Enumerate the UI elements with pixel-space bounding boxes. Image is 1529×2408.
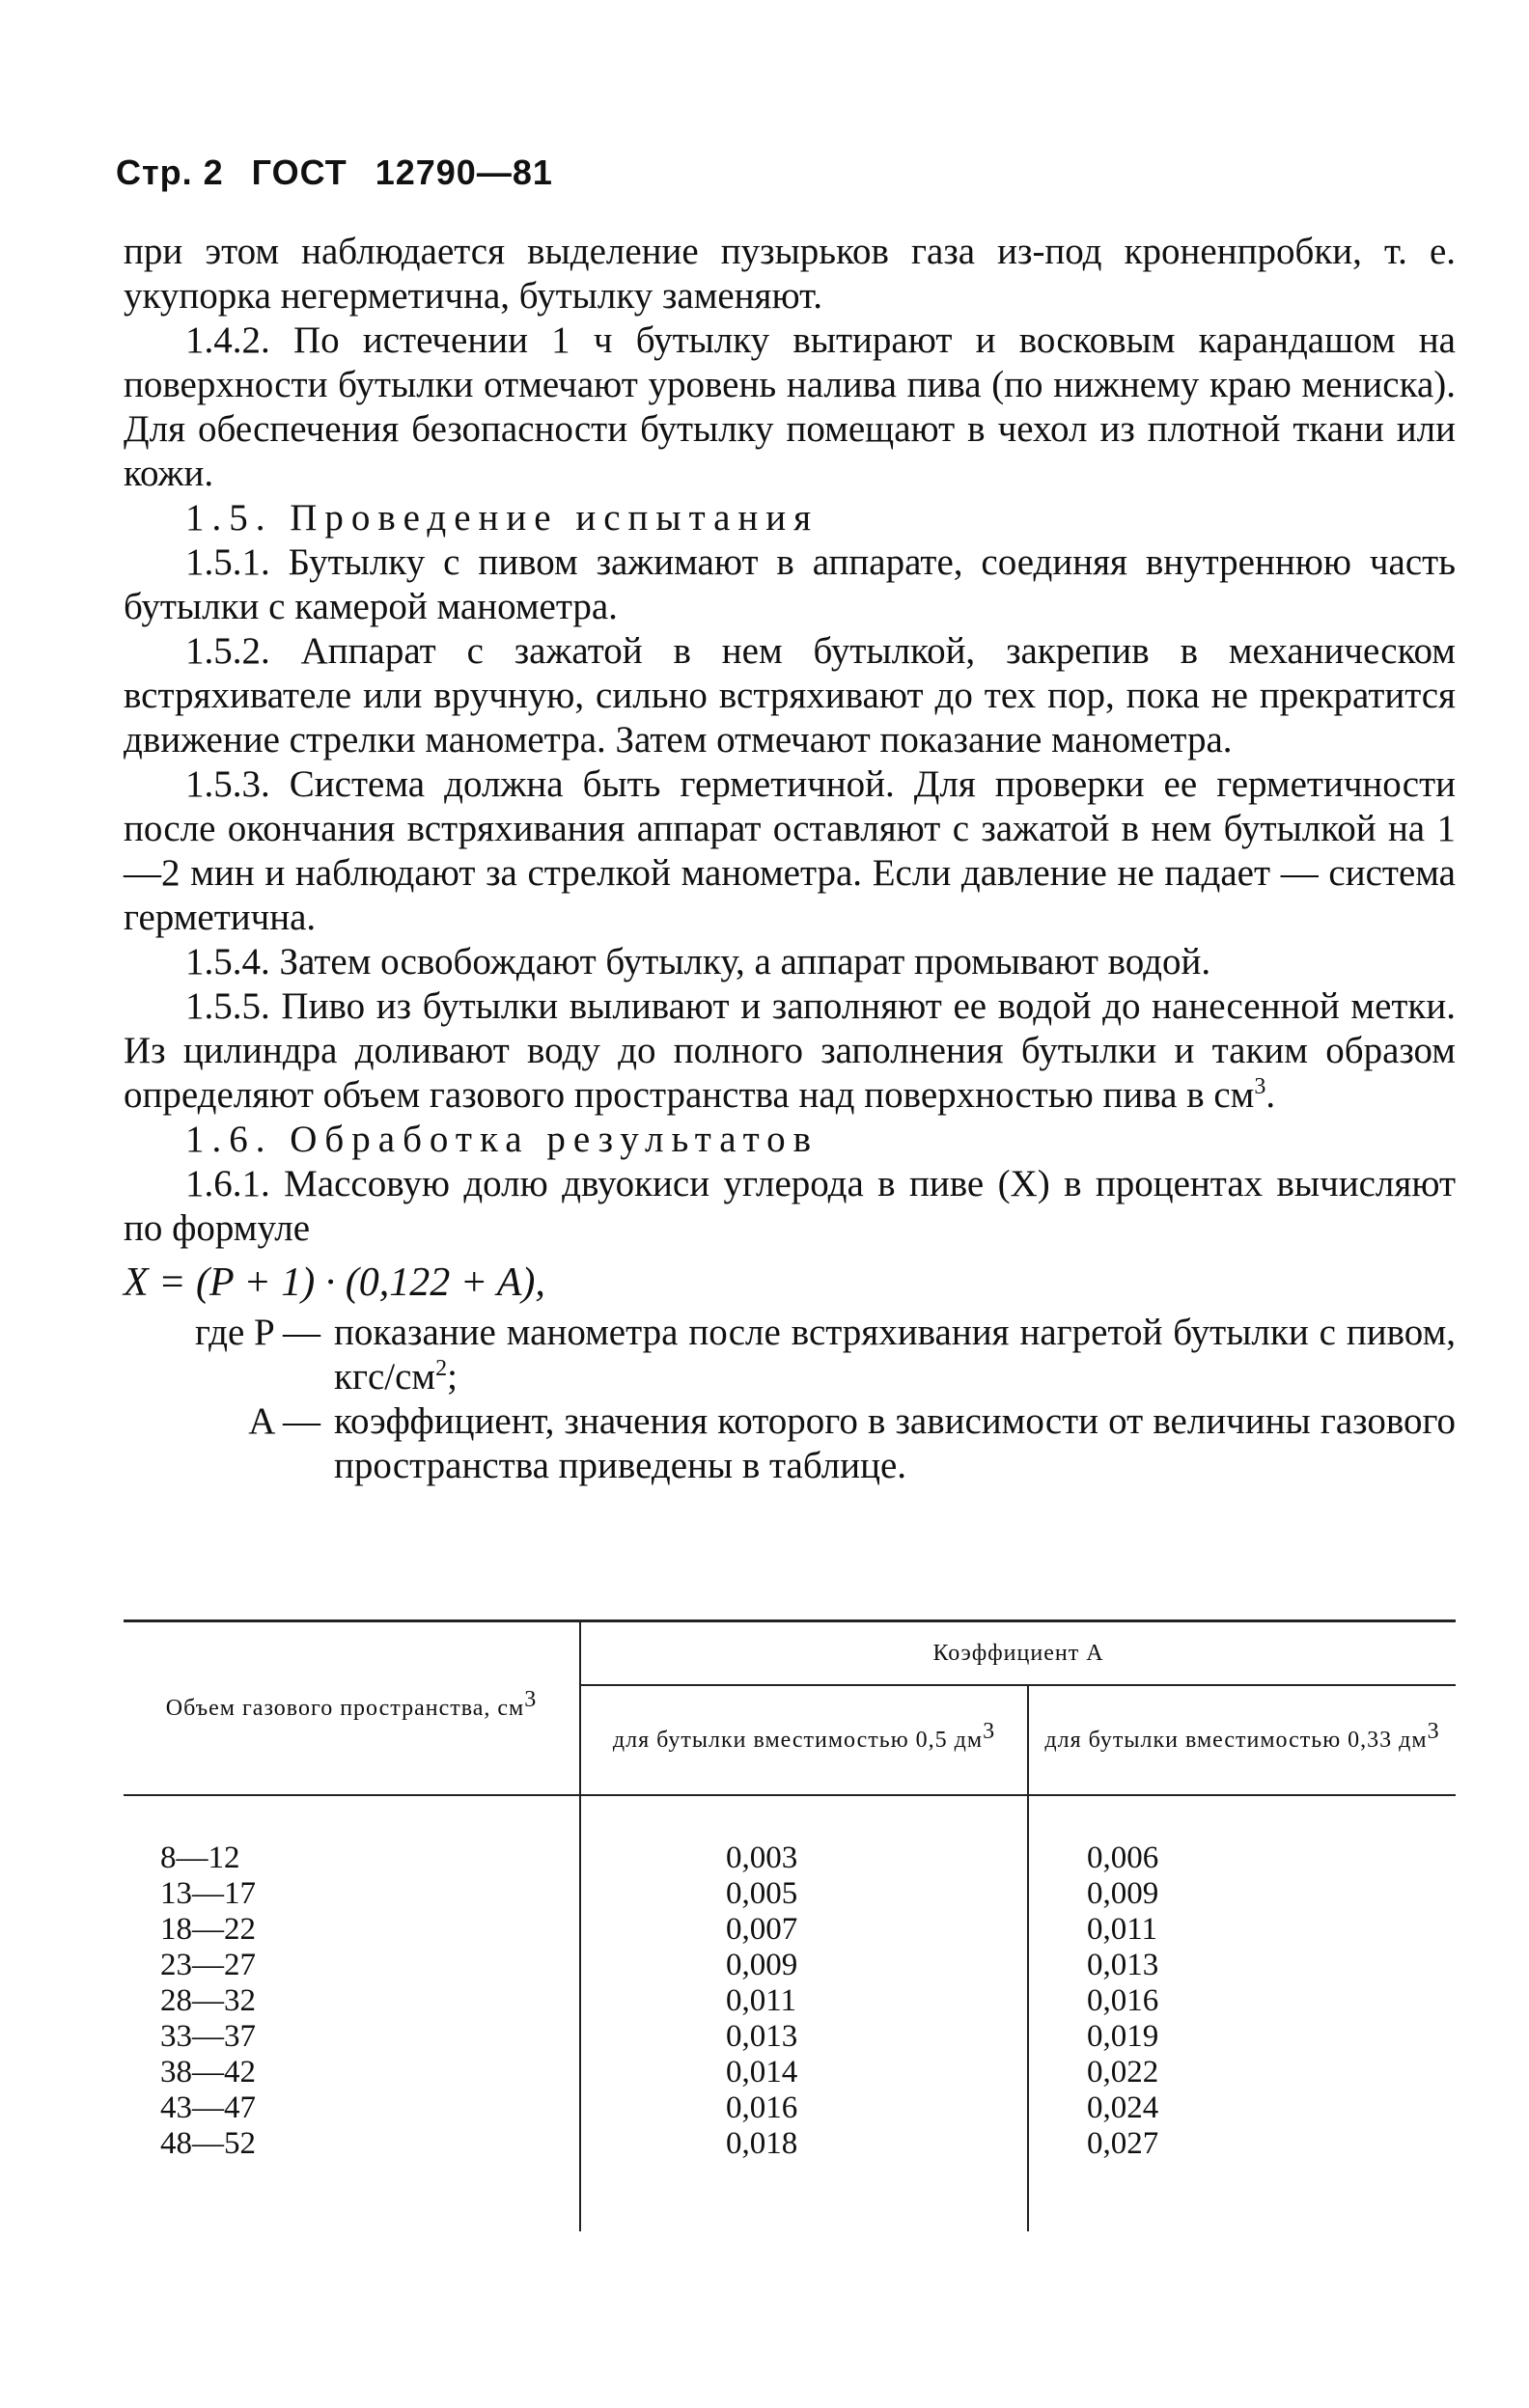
col2-header	[580, 1685, 1028, 1795]
coef-0-33-cell: 0,019	[1087, 2019, 1159, 2054]
volume-cell: 18—22	[124, 1912, 580, 1948]
table-row	[124, 1876, 1456, 1912]
section-heading-1-5: 1.5. Проведение испытания	[185, 497, 820, 539]
coef-0-33-cell: 0,011	[1087, 1912, 1158, 1947]
table-row	[124, 1912, 1456, 1948]
col1-header	[124, 1621, 580, 1796]
coef-0-5-cell: 0,005	[580, 1876, 1028, 1912]
standard-label: ГОСТ	[251, 152, 348, 192]
volume-cell: 48—52	[124, 2126, 580, 2162]
table-row	[124, 1841, 1456, 1876]
superscript: 3	[1254, 1074, 1266, 1099]
volume-cell: 28—32	[124, 1983, 580, 2019]
definition-p-text	[334, 1311, 1456, 1399]
superscript: 3	[524, 1686, 538, 1712]
table-row	[124, 2019, 1456, 2055]
definition-a	[124, 1399, 1456, 1488]
coef-0-5-cell: 0,013	[580, 2019, 1028, 2055]
page-header	[116, 152, 570, 193]
coef-0-33-cell: 0,022	[1087, 2055, 1159, 2090]
paragraph-continuation: при этом наблюдается выделение пузырьков газа из-под кроненпробки, т. е. укупорка негерметична, бутылку заменяют.	[124, 231, 1456, 317]
coef-0-5-cell: 0,009	[580, 1948, 1028, 1983]
coef-0-5-cell: 0,007	[580, 1912, 1028, 1948]
col3-header-text: для бутылки вместимостью 0,33 дм	[1044, 1727, 1428, 1753]
table-row	[124, 2055, 1456, 2090]
table-row	[124, 2126, 1456, 2162]
superscript: 2	[435, 1356, 448, 1381]
coef-0-5-cell: 0,016	[580, 2090, 1028, 2126]
paragraph-1-4-2: 1.4.2. По истечении 1 ч бутылку вытирают и восковым карандашом на поверхности бутылки отмечают уровень налива пива (по нижнему краю мениска). Для обеспечения безопасности бутылку помещают в чехол из плотной ткани или кожи.	[124, 319, 1456, 494]
table-spacer	[124, 1795, 1456, 1841]
paragraph-1-5-3: 1.5.3. Система должна быть герметичной. Для проверки ее герметичности после окончания встряхивания аппарат оставляют с зажатой в нем бутылкой на 1—2 мин и наблюдают за стрелкой манометра. Если давление не падает — система герметична.	[124, 763, 1456, 938]
paragraph-1-6-1: 1.6.1. Массовую долю двуокиси углерода в пиве (X) в процентах вычисляют по формуле	[124, 1163, 1456, 1249]
paragraph-1-5-2: 1.5.2. Аппарат с зажатой в нем бутылкой, закрепив в механическом встряхивателе или вручную, сильно встряхивают до тех пор, пока не прекратится движение стрелки манометра. Затем отмечают показание манометра.	[124, 630, 1456, 761]
paragraph-1-5-1: 1.5.1. Бутылку с пивом зажимают в аппарате, соединяя внутреннюю часть бутылки с камерой манометра.	[124, 541, 1456, 627]
coef-0-5-cell: 0,018	[580, 2126, 1028, 2162]
superscript: 3	[983, 1718, 996, 1744]
coef-0-5-cell: 0,014	[580, 2055, 1028, 2090]
formula: X = (P + 1) · (0,122 + A),	[124, 1260, 545, 1305]
semicolon: ;	[447, 1356, 458, 1398]
group-header: Коэффициент A	[580, 1621, 1456, 1686]
coef-0-33-cell: 0,009	[1087, 1876, 1159, 1911]
paragraph-1-5-5-text: 1.5.5. Пиво из бутылки выливают и заполняют ее водой до нанесенной метки. Из цилиндра доливают воду до полного заполнения бутылки и таким образом определяют объем газового пространства над поверхностью пива в см	[124, 985, 1456, 1116]
definition-a-text: коэффициент, значения которого в зависимости от величины газового пространства приведены в таблице.	[334, 1400, 1456, 1486]
table-tail	[124, 2162, 1456, 2231]
coef-0-33-cell: 0,016	[1087, 1983, 1159, 2018]
page-number: Стр. 2	[116, 152, 224, 192]
definition-p	[124, 1311, 1456, 1399]
volume-cell: 8—12	[124, 1841, 580, 1876]
table-row	[124, 2090, 1456, 2126]
period: .	[1265, 1074, 1276, 1116]
col3-header	[1028, 1685, 1456, 1795]
definition-a-symbol: A —	[248, 1400, 320, 1442]
volume-cell: 33—37	[124, 2019, 580, 2055]
coef-0-33-cell: 0,024	[1087, 2090, 1159, 2125]
volume-cell: 13—17	[124, 1876, 580, 1912]
table-body	[124, 1841, 1456, 2162]
paragraph-1-5-4: 1.5.4. Затем освобождают бутылку, а аппарат промывают водой.	[185, 941, 1211, 983]
definition-p-body: показание манометра после встряхивания нагретой бутылки с пивом, кгс/см	[334, 1312, 1456, 1398]
coefficient-table	[124, 1619, 1456, 2231]
document-body	[124, 230, 1456, 1488]
coef-0-33-cell: 0,006	[1087, 1841, 1159, 1875]
paragraph-1-5-5	[124, 984, 1456, 1118]
coef-0-5-cell: 0,003	[580, 1841, 1028, 1876]
table-row	[124, 1948, 1456, 1983]
table-row	[124, 1983, 1456, 2019]
coef-0-33-cell: 0,027	[1087, 2126, 1159, 2161]
definition-p-symbol: где P —	[195, 1312, 320, 1353]
volume-cell: 38—42	[124, 2055, 580, 2090]
volume-cell: 23—27	[124, 1948, 580, 1983]
standard-number: 12790—81	[375, 152, 553, 192]
coef-0-5-cell: 0,011	[580, 1983, 1028, 2019]
superscript: 3	[1427, 1718, 1440, 1744]
coef-0-33-cell: 0,013	[1087, 1948, 1159, 1982]
volume-cell: 43—47	[124, 2090, 580, 2126]
col2-header-text: для бутылки вместимостью 0,5 дм	[612, 1727, 984, 1753]
col1-header-text: Объем газового пространства, см	[165, 1695, 525, 1721]
section-heading-1-6: 1.6. Обработка результатов	[185, 1119, 820, 1160]
